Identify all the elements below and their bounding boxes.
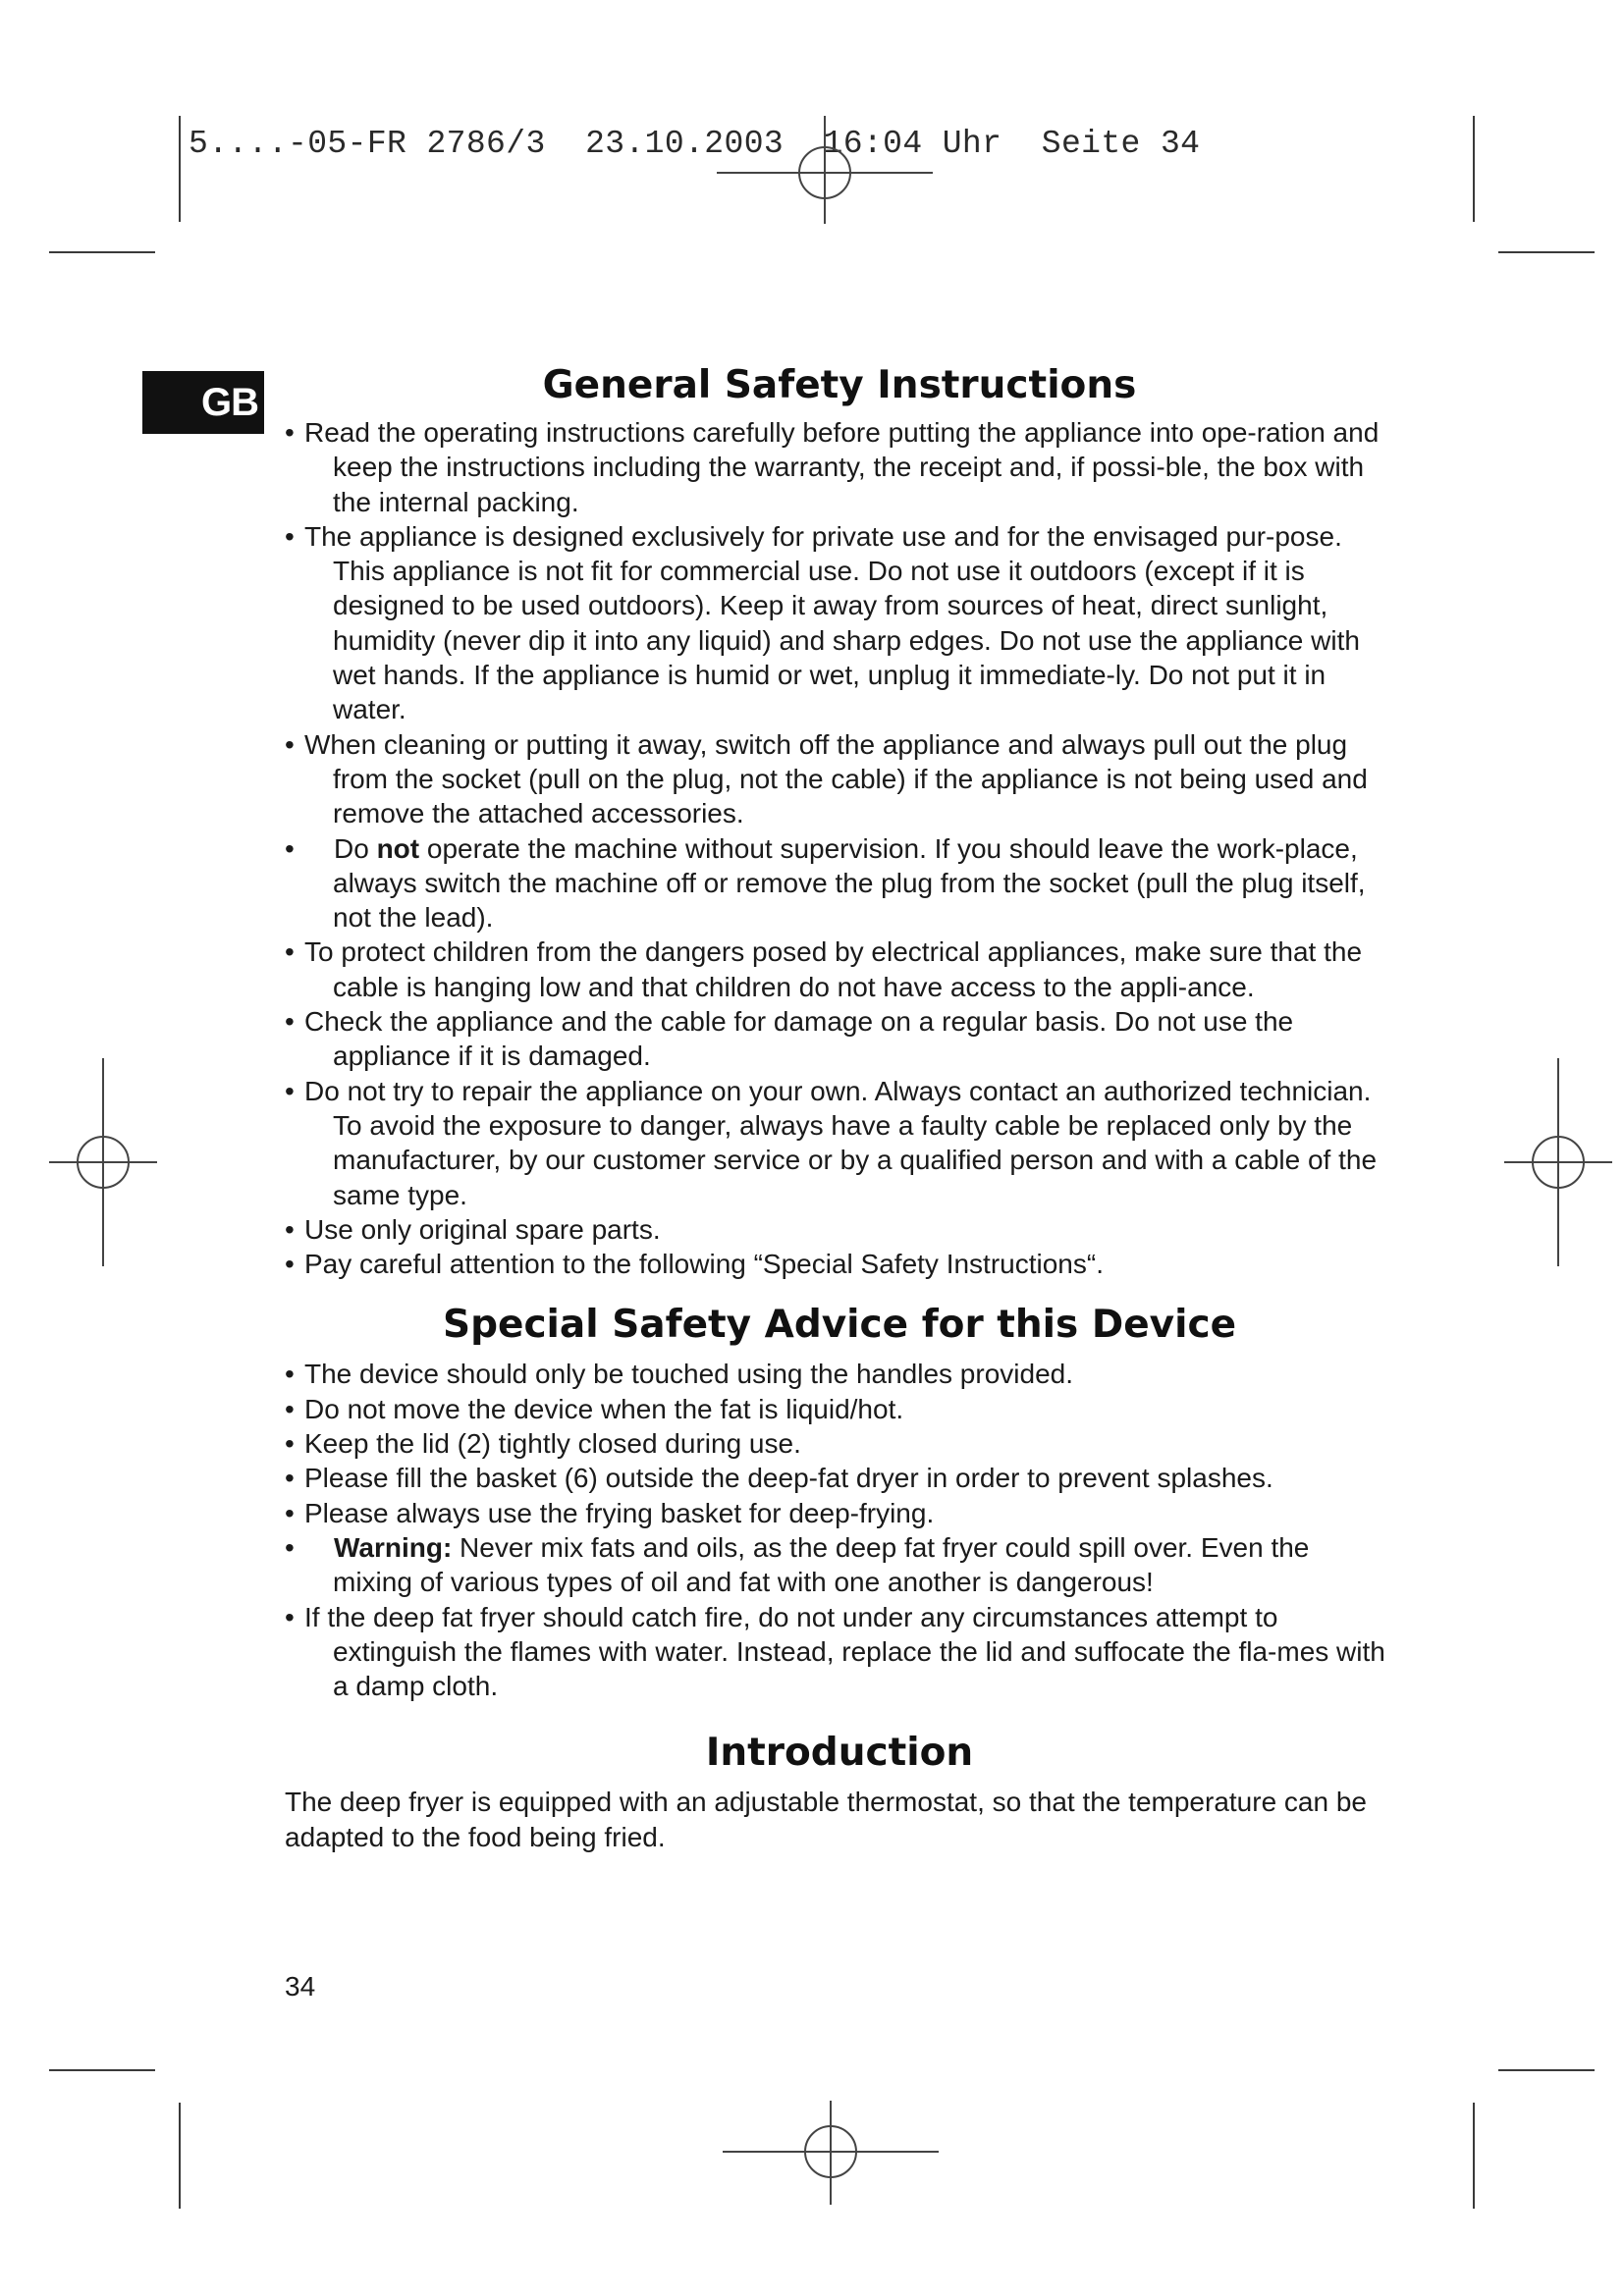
crop-mark [1498, 2069, 1595, 2071]
list-item: • If the deep fat fryer should catch fire, do not under any circumstances attempt to extinguish the flames with water. Instead, replace the lid and suffocate the fla-mes with a damp cloth. [285, 1601, 1385, 1702]
list-item-text-post: operate the machine without supervision. If you should leave the work-place, always switch the machine off or remove the plug from the socket (pull the plug itself, not the lead). [333, 832, 1366, 934]
print-header: 5....-05-FR 2786/3 23.10.2003 16:04 Uhr Seite 34 [189, 126, 1201, 162]
list-item-text: Please fill the basket (6) outside the deep-fat dryer in order to prevent splashes. [304, 1463, 1273, 1494]
section-title-general: General Safety Instructions [542, 363, 1137, 407]
crop-mark [49, 251, 155, 253]
crop-mark [179, 2103, 181, 2209]
list-item: • Do not try to repair the appliance on your own. Always contact an authorized technician. To avoid the exposure to danger, always have a faulty cable be replaced only by the manufacturer, by our customer service or by a qualified person and with a cable of the same type. [285, 1075, 1378, 1210]
list-item-text: Please always use the frying basket for deep-frying. [304, 1497, 935, 1528]
crop-mark [1473, 116, 1475, 222]
list-item-text: The device should only be touched using the handles provided. [304, 1359, 1073, 1390]
special-safety-list [285, 1357, 1394, 1703]
list-item-text: If the deep fat fryer should catch fire, do not under any circumstances attempt to extinguish the flames with water. Instead, replace the lid and suffocate the fla-mes with a damp cloth. [304, 1601, 1385, 1702]
list-item-text: Do not move the device when the fat is liquid/hot. [304, 1393, 904, 1424]
list-item: • The appliance is designed exclusively for private use and for the envisaged pur-pose. This appliance is not fit for commercial use. Do not use it outdoors (except if it is designed to be used outdoors). Keep it away from sources of heat, direct sunlight, humidity (never dip it into any liquid) and sharp edges. Do not use the appliance with wet hands. If the appliance is humid or wet, unplug it immediate-ly. Do not put it in water. [285, 520, 1360, 725]
list-item-text: Read the operating instructions carefully before putting the appliance into ope-ration and keep the instructions including the warranty, the receipt and, if possi-ble, the box with the internal packing. [304, 417, 1380, 517]
list-item-text: Pay careful attention to the following “Special Safety Instructions“. [304, 1249, 1104, 1280]
list-item: • Do not move the device when the fat is liquid/hot. [285, 1393, 904, 1424]
emphasis-text: not [376, 832, 420, 864]
list-item: • Read the operating instructions carefully before putting the appliance into ope-ration and keep the instructions including the warranty, the receipt and, if possi-ble, the box with the internal packing. [285, 417, 1380, 517]
list-item: • Warning: Never mix fats and oils, as the deep fat fryer could spill over. Even the mixing of various types of oil and fat with one another is dangerous! [285, 1531, 1310, 1598]
introduction-paragraph: The deep fryer is equipped with an adjustable thermostat, so that the temperature can be adapted to the food being fried. [285, 1787, 1367, 1852]
list-item-text: Do not try to repair the appliance on your own. Always contact an authorized technician. To avoid the exposure to danger, always have a faulty cable be replaced only by the manufacturer, by our customer service or by a qualified person and with a cable of the same type. [304, 1075, 1378, 1210]
list-item: • To protect children from the dangers posed by electrical appliances, make sure that the cable is hanging low and that children do not have access to the appli-ance. [285, 936, 1363, 1002]
registration-mark-bottom [723, 2101, 939, 2205]
crop-mark [49, 2069, 155, 2071]
list-item: • Pay careful attention to the following “Special Safety Instructions“. [285, 1249, 1104, 1280]
list-item-text: Keep the lid (2) tightly closed during use. [304, 1428, 801, 1460]
list-item-text-post: Never mix fats and oils, as the deep fat fryer could spill over. Even the mixing of various types of oil and fat with one another is dangerous! [333, 1531, 1310, 1598]
list-item-text-pre: Do [334, 832, 377, 864]
crop-mark [1473, 2103, 1475, 2209]
crop-mark [1498, 251, 1595, 253]
list-item-text: The appliance is designed exclusively for private use and for the envisaged pur-pose. This appliance is not fit for commercial use. Do not use it outdoors (except if it is designed to be used outdoors). Keep it away from sources of heat, direct sunlight, humidity (never dip it into any liquid) and sharp edges. Do not use the appliance with wet hands. If the appliance is humid or wet, unplug it immediate-ly. Do not put it in water. [304, 520, 1360, 725]
list-item-text: When cleaning or putting it away, switch off the appliance and always pull out the plug from the socket (pull on the plug, not the cable) if the appliance is not being used and remove the attached accessories. [304, 728, 1368, 829]
language-tab: GB [142, 371, 264, 434]
registration-mark-right [1504, 1058, 1612, 1266]
list-item: • When cleaning or putting it away, switch off the appliance and always pull out the plug from the socket (pull on the plug, not the cable) if the appliance is not being used and remove the attached accessories. [285, 728, 1368, 829]
list-item-text: Check the appliance and the cable for damage on a regular basis. Do not use the appliance if it is damaged. [304, 1006, 1294, 1072]
section-title-introduction: Introduction [705, 1731, 974, 1776]
list-item: • Use only original spare parts. [285, 1213, 661, 1245]
warning-label: Warning: [334, 1531, 453, 1563]
registration-mark-left [49, 1058, 157, 1266]
general-safety-list [285, 415, 1394, 1281]
page-content [285, 363, 1394, 1854]
crop-mark [179, 116, 181, 222]
section-title-special: Special Safety Advice for this Device [442, 1303, 1237, 1348]
registration-mark-top [717, 116, 933, 224]
list-item: • Please fill the basket (6) outside the deep-fat dryer in order to prevent splashes. [285, 1463, 1273, 1494]
list-item-text: Use only original spare parts. [304, 1213, 661, 1245]
page-number: 34 [285, 1971, 316, 2002]
list-item: • Do not operate the machine without supervision. If you should leave the work-place, always switch the machine off or remove the plug from the socket (pull the plug itself, not the lead). [285, 832, 1366, 934]
list-item-text: To protect children from the dangers posed by electrical appliances, make sure that the cable is hanging low and that children do not have access to the appli-ance. [304, 936, 1363, 1002]
list-item: • Please always use the frying basket for deep-frying. [285, 1497, 935, 1528]
list-item: • The device should only be touched using the handles provided. [285, 1359, 1073, 1390]
list-item: • Keep the lid (2) tightly closed during use. [285, 1428, 801, 1460]
list-item: • Check the appliance and the cable for damage on a regular basis. Do not use the appliance if it is damaged. [285, 1006, 1294, 1072]
